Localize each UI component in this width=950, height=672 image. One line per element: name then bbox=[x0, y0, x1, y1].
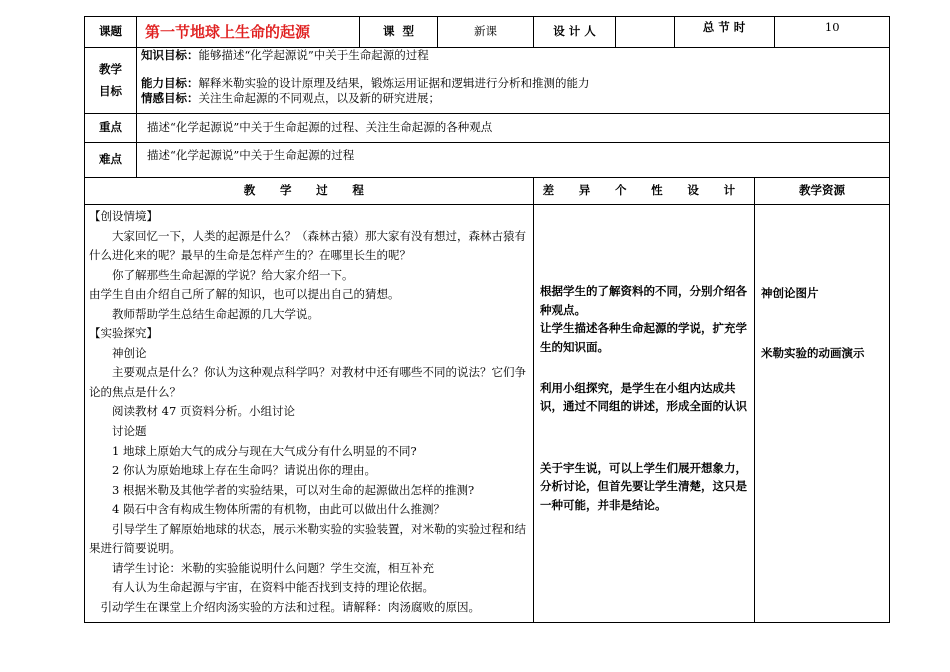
hours-subtable bbox=[616, 17, 890, 47]
difficulty-row bbox=[85, 143, 890, 178]
process-line: 大家回忆一下，人类的起源是什么？（森林古猿）那大家有没有想过，森林古猿有什么进化来的呢？最早的生命是怎样产生的？在哪里长生的呢？ bbox=[89, 228, 526, 263]
columns-header-row bbox=[85, 178, 890, 205]
process-line: 4 陨石中含有构成生物体所需的有机物，由此可以做出什么推测？ bbox=[112, 502, 445, 517]
process-line: 请学生讨论：米勒的实验能说明什么问题？学生交流，相互补充 bbox=[112, 560, 434, 575]
course-label: 课题 bbox=[85, 17, 137, 48]
goals-content bbox=[137, 48, 890, 114]
key-point-text: 描述“化学起源说”中关于生命起源的过程、关注生命起源的各种观点 bbox=[137, 114, 890, 143]
process-line: 由学生自由介绍自己所了解的知识，也可以提出自己的猜想。 bbox=[89, 287, 400, 302]
type-value: 新课 bbox=[438, 17, 534, 48]
header-row bbox=[85, 17, 890, 48]
process-line: 2 你认为原始地球上存在生命吗？请说出你的理由。 bbox=[112, 463, 376, 478]
designer-label: 设 计 人 bbox=[534, 17, 616, 48]
ability-goal: 能力目标：解释米勒实验的设计原理及结果，锻炼运用证据和逻辑进行分析和推测的能力 bbox=[141, 76, 590, 91]
process-line: 有人认为生命起源与宇宙，在资料中能否找到支持的理论依据。 bbox=[112, 580, 434, 595]
goals-row bbox=[85, 48, 890, 114]
course-title: 第一节地球上生命的起源 bbox=[137, 17, 360, 48]
knowledge-goal: 知识目标：能够描述“化学起源说”中关于生命起源的过程 bbox=[141, 48, 429, 62]
difficulty-text: 描述“化学起源说”中关于生命起源的过程 bbox=[137, 143, 890, 178]
process-line: 引动学生在课堂上介绍肉汤实验的方法和过程。请解释：肉汤腐败的原因。 bbox=[100, 599, 480, 614]
content-row bbox=[85, 205, 890, 623]
process-line: 神创论 bbox=[112, 345, 147, 360]
differentiated-block: 关于宇生说，可以上学生们展开想象力，分析讨论，但首先要让学生清楚，这只是一种可能，并非是结论。 bbox=[540, 460, 747, 512]
process-line: 阅读教材 47 页资料分析。小组讨论 bbox=[112, 404, 295, 419]
process-line: 【创设情境】 bbox=[89, 209, 158, 223]
process-line: 教师帮助学生总结生命起源的几大学说。 bbox=[112, 306, 319, 321]
goals-label: 教学 目标 bbox=[85, 48, 137, 114]
process-line: 讨论题 bbox=[112, 424, 147, 439]
resources-content bbox=[755, 205, 890, 623]
differentiated-content bbox=[534, 205, 755, 623]
process-line: 引导学生了解原始地球的状态，展示米勒实验的实验装置，对米勒的实验过程和结果进行简要说明。 bbox=[89, 521, 526, 556]
resource-item: 米勒实验的动画演示 bbox=[761, 346, 865, 361]
key-point-label: 重点 bbox=[85, 114, 137, 143]
resource-item: 神创论图片 bbox=[761, 286, 819, 300]
process-line: 【实验探究】 bbox=[89, 326, 158, 341]
differentiated-block: 根据学生的了解资料的不同，分别介绍各种观点。 bbox=[540, 284, 747, 317]
designer-value bbox=[616, 17, 674, 47]
key-point-row bbox=[85, 114, 890, 143]
process-line: 你了解那些生命起源的学说？给大家介绍一下。 bbox=[112, 267, 354, 282]
resources-header: 教学资源 bbox=[755, 178, 890, 205]
lesson-plan-table bbox=[84, 16, 890, 623]
process-line: 3 根据米勒及其他学者的实验结果，可以对生命的起源做出怎样的推测? bbox=[112, 482, 475, 497]
differentiated-header: 差 异 个 性 设 计 bbox=[534, 178, 755, 205]
differentiated-block: 让学生描述各种生命起源的学说，扩充学生的知识面。 bbox=[540, 321, 747, 354]
lesson-plan-sheet bbox=[84, 16, 889, 623]
difficulty-label: 难点 bbox=[85, 143, 137, 178]
process-line: 1 地球上原始大气的成分与现在大气成分有什么明显的不同? bbox=[112, 443, 417, 458]
emotion-goal: 情感目标：关注生命起源的不同观点，以及新的研究进展； bbox=[141, 91, 440, 106]
process-content bbox=[85, 205, 534, 623]
hours-value: 10 bbox=[824, 20, 840, 34]
process-header: 教 学 过 程 bbox=[85, 178, 534, 205]
type-label: 课 型 bbox=[360, 17, 438, 48]
hours-label: 总 节 时 bbox=[674, 17, 774, 47]
process-line: 主要观点是什么？你认为这种观点科学吗？对教材中还有哪些不同的说法？它们争论的焦点是什么？ bbox=[89, 365, 526, 399]
differentiated-block: 利用小组探究，是学生在小组内达成共识，通过不同组的讲述，形成全面的认识 bbox=[540, 380, 747, 414]
